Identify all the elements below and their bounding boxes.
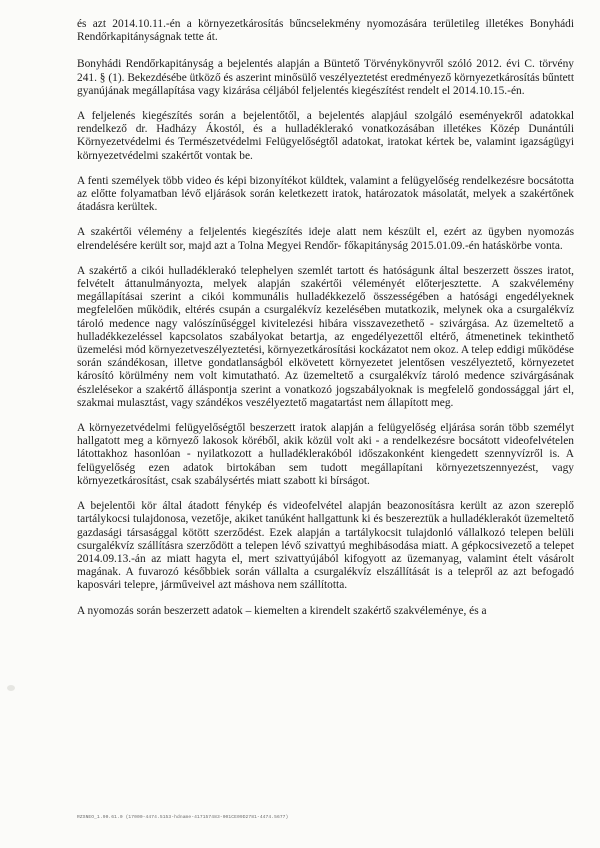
footer-code: RZSNEO_1.90.61.0 (17000-4474.5153-hdname-417157483-001CE09D2781-4474.5677) <box>77 815 289 820</box>
paragraph-9: A nyomozás során beszerzett adatok – kiemelten a kirendelt szakértő szakvéleménye, és a <box>77 604 487 617</box>
paragraph-3: A feljelenés kiegészítés során a bejelentőtől, a bejelentés alapjául szolgáló eseményekről adatokkal rendelkező dr. Hadházy Ákostól, és a hulladéklerakó vonatkozásában illetékes Közép Dunántúli Környezetvédelmi és Természetvédelmi Felügyelőségtől adatokat, iratokat kértek be, valamint igazságügyi környezetvédelmi szakértőt vontak be. <box>77 110 574 162</box>
paragraph-4: A fenti személyek több video és képi bizonyítékot küldtek, valamint a felügyelőség rendelkezésre bocsátotta az előtte folyamatban lévő eljárások során keletkezett iratok, határozatok másolatát, melyek a szakértőnek átadásra kerültek. <box>77 174 574 214</box>
paragraph-8: A bejelentői kör által átadott fénykép és videofelvétel alapján beazonosításra került az azon szereplő tartálykocsi tulajdonosa, vezetője, akiket tanúként hallgattunk ki és beszereztük a hulladéklerakót üzemeltető gazdasági társasággal kötött szerződést. Ezek alapján a tartálykocsit tulajdonló vállalkozó telepen belüli csurgalékvíz szállításra szerződött a telepen lévő szivattyú meghibásodása miatt. A gépkocsivezető a telepet 2014.09.13.-án az miatt hagyta el, mert szivattyújából kifogyott az üzemanyag, valamint ételt vásárolt magának. A fuvarozó későbbiek során vállalta a csurgalékvíz elszállítását is a telepről az azt befogadó kaposvári telepre, járműveivel azt máshova nem szállította. <box>77 500 574 592</box>
paragraph-7: A környezetvédelmi felügyelőségtől beszerzett iratok alapján a felügyelőség eljárása során több személyt hallgatott meg a környező lakosok köréből, akik közül volt aki - a rendelkezésre bocsátott videofelvételen látottakhoz hasonlóan - nyilatkozott a hulladéklerakóból időszakonként kiengedett szennyvízről is. A felügyelőség ezen adatok birtokában sem tudott megállapítani környezetszennyezést, vagy környezetkárosítást, csak szabálysértés miatt szabott ki bírságot. <box>77 422 574 487</box>
paragraph-5: A szakértői vélemény a feljelentés kiegészítés ideje alatt nem készült el, ezért az ügyben nyomozás elrendelésére került sor, majd azt a Tolna Megyei Rendőr- főkapitányság 2015.01.09.-én hatáskörbe vonta. <box>77 226 574 252</box>
paragraph-6: A szakértő a cikói hulladéklerakó telephelyen szemlét tartott és hatóságunk által beszerzett összes iratot, felvételt áttanulmányozta, melyek alapján szakértői véleményét előterjesztette. A szakvélemény megállapításai szerint a cikói kommunális hulladékkezelő összességében a hatósági engedélyeknek megfelelően működik, eltérés csupán a csurgalékvíz kezelésében mutatkozik, melynek oka a csurgalékvíz tároló medence nagy valószínűséggel kivitelezési hibára visszavezethető - szivárgása. Az üzemeltető a hulladékkezeléssel kapcsolatos szabályokat betartja, az engedélyezettől eltérő, átmenetinek tekinthető üzemelési mód környezetveszélyeztetési, környezetkárosítási kockázatot nem okoz. A telep eddigi működése során szándékosan, illetve gondatlanságból elkövetett környezetet jelentősen veszélyeztető, környezetet károsító körülmény nem volt kimutatható. Az üzemeltető a csurgalékvíz tároló medence szivárgásának észlelésekor a szakértő álláspontja szerint a vonatkozó jogszabályoknak is megfelelő gondossággal járt el, szakmai mulasztást, vagy szándékos veszélyeztető magatartást nem állapított meg. <box>77 264 574 409</box>
punch-hole-mark <box>7 685 15 691</box>
paragraph-2: Bonyhádi Rendőrkapitányság a bejelentés alapján a Büntető Törvénykönyvről szóló 2012. évi C. törvény 241. § (1). Bekezdésébe ütköző és aszerint minősülő veszélyeztetést eredményező környezetkárosítás bűntett gyanújának megállapítása vagy kizárása céljából feljelentés kiegészítést rendelt el 2014.10.15.-én. <box>77 58 574 97</box>
paragraph-1: és azt 2014.10.11.-én a környezetkárosítás bűncselekmény nyomozására területileg illetékes Bonyhádi Rendőrkapitányságnak tette át. <box>77 18 574 44</box>
